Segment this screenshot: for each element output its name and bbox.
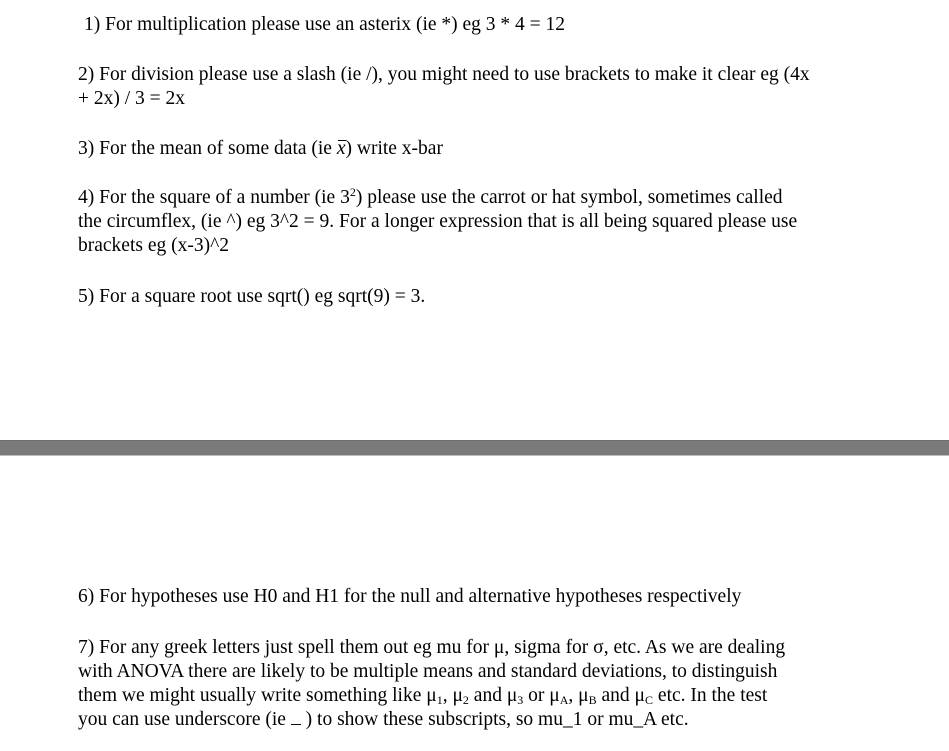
instruction-text-part: 3) For the mean of some data (ie xyxy=(78,138,337,159)
subscript: A xyxy=(559,693,569,707)
instruction-text xyxy=(78,186,797,210)
instruction-text-part: , μ xyxy=(442,685,463,706)
subscript: 2 xyxy=(462,693,469,707)
page-separator xyxy=(0,440,949,456)
instruction-text-part: and μ xyxy=(596,685,646,706)
instruction-text: with ANOVA there are likely to be multiple means and standard deviations, to distinguish xyxy=(78,661,778,682)
subscript: C xyxy=(645,693,654,707)
instruction-text: 2) For division please use a slash (ie /), you might need to use brackets to make it clear eg (4x xyxy=(78,64,810,85)
subscript: B xyxy=(588,693,597,707)
instruction-item-2 xyxy=(78,63,810,111)
instruction-text-part: , μ xyxy=(568,685,589,706)
instruction-text xyxy=(78,708,785,732)
instruction-text: brackets eg (x-3)^2 xyxy=(78,235,230,256)
instruction-text-part: ) please use the carrot or hat symbol, sometimes called xyxy=(355,187,783,208)
instruction-item-4 xyxy=(78,186,797,258)
instruction-item-7 xyxy=(78,636,785,732)
document-page-bottom xyxy=(0,456,949,751)
instruction-text-part: 4) For the square of a number (ie 3 xyxy=(78,187,350,208)
instruction-text: + 2x) / 3 = 2x xyxy=(78,88,186,109)
instruction-text xyxy=(78,137,443,161)
instruction-text: 7) For any greek letters just spell them out eg mu for μ, sigma for σ, etc. As we are dealing xyxy=(78,637,786,658)
instruction-text-part: and μ xyxy=(468,685,518,706)
instruction-text xyxy=(78,684,785,708)
instruction-text-part: you can use underscore (ie xyxy=(78,709,291,730)
subscript: 1 xyxy=(436,693,443,707)
instruction-text-part: them we might usually write something like μ xyxy=(78,685,437,706)
x-bar-symbol: x xyxy=(336,138,346,159)
instruction-text-part: etc. In the test xyxy=(653,685,768,706)
underscore-blank xyxy=(291,710,301,725)
instruction-text: 6) For hypotheses use H0 and H1 for the null and alternative hypotheses respectively xyxy=(78,586,742,607)
instruction-item-6 xyxy=(78,585,741,609)
instruction-text: the circumflex, (ie ^) eg 3^2 = 9. For a longer expression that is all being squared please use xyxy=(78,211,798,232)
instruction-item-3 xyxy=(78,137,443,161)
instruction-text-part: or μ xyxy=(523,685,560,706)
instruction-text: 1) For multiplication please use an asterix (ie *) eg 3 * 4 = 12 xyxy=(84,14,566,35)
instruction-item-1 xyxy=(84,13,565,37)
instruction-item-5 xyxy=(78,285,425,309)
instruction-text-part: ) to show these subscripts, so mu_1 or mu_A etc. xyxy=(300,709,689,730)
instruction-text-part: ) write x-bar xyxy=(345,138,443,159)
subscript: 3 xyxy=(517,693,524,707)
instruction-text: 5) For a square root use sqrt() eg sqrt(9) = 3. xyxy=(78,286,426,307)
superscript: 2 xyxy=(349,185,356,199)
